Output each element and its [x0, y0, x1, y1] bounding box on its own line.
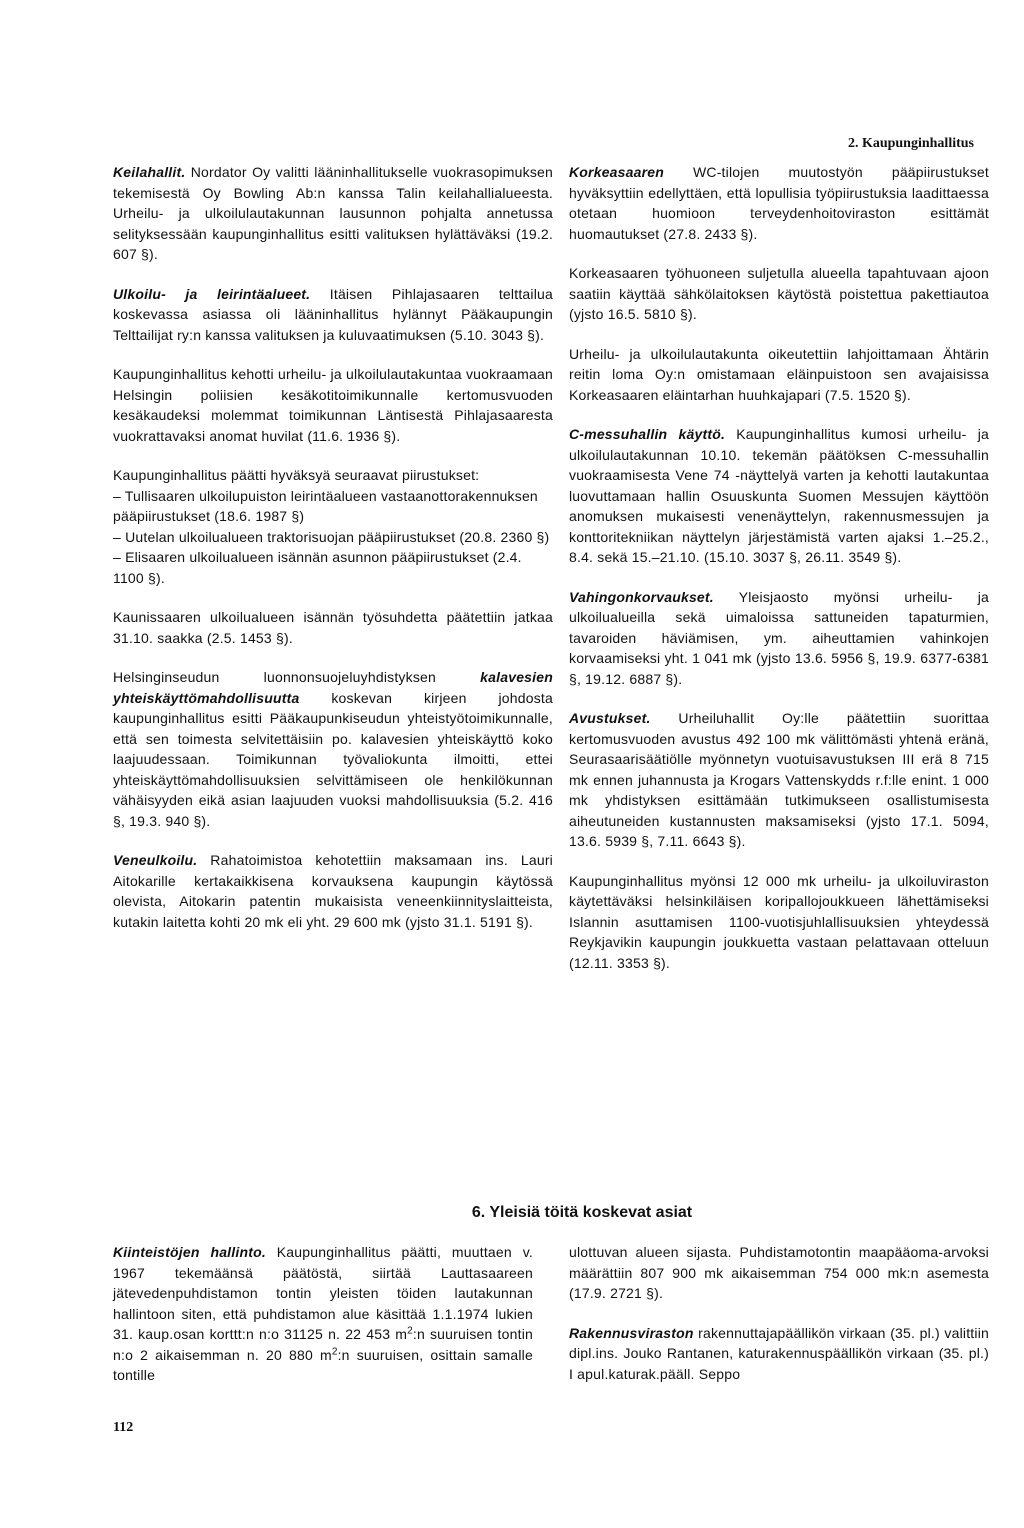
paragraph-kaunissaari: Kaunissaaren ulkoilualueen isännän työsuhdetta päätettiin jatkaa 31.10. saakka (2.5. 1453 §). — [113, 609, 553, 646]
paragraph-messuhalli — [569, 424, 989, 568]
right-column-top — [569, 162, 989, 992]
paragraph-ahtari: Urheilu- ja ulkoilulautakunta oikeutettiin lahjoittamaan Ähtärin reitin loma Oy:n omistamaan eläinpuistoon sen avajaisissa Korkeasaaren eläintarhan huuhkajapari (7.5. 1520 §). — [569, 345, 989, 403]
paragraph-vahingonkorvaukset — [569, 587, 989, 690]
paragraph-kehotti: Kaupunginhallitus kehotti urheilu- ja ulkoilulautakuntaa vuokraamaan Helsingin poliisien kesäkotitoimikunnalle kertomusvuoden kesäkaudeksi molemmat toimikunnan Läntisestä Pihlajasaaresta vuokrattavaksi anomat huvilat (11.6. 1936 §). — [113, 366, 553, 444]
paragraph-lead: Ulkoilu- ja leirintäalueet. — [113, 285, 311, 302]
paragraph-avustukset — [569, 708, 989, 852]
paragraph-text: Itäisen Pihlajasaaren telttailua koskevassa asiassa oli lääninhallitus hylännyt Pääkaupungin Telttailijat ry:n kanssa valituksen ja kuluvaatimuksen (5.10. 3043 §). — [113, 285, 553, 343]
paragraph-lead: Korkeasaaren — [569, 164, 665, 180]
paragraph-text: Rahatoimistoa kehotettiin maksamaan ins. Lauri Aitokarille kertakaikkisena korvauksena kaupungin käytössä olevista, Aitokarin patentin mukaisista veneenkiinnityslaitteista, kutakin laitetta kohti 20 mk eli yht. 29 600 mk (yjsto 31.1. 5191 §). — [113, 852, 553, 930]
paragraph-piirustukset-intro: Kaupunginhallitus päätti hyväksyä seuraavat piirustukset: — [113, 467, 480, 483]
paragraph-lead: Vahingonkorvaukset. — [569, 588, 714, 605]
paragraph-emphasis: kalavesien yhteiskäyttömahdollisuutta — [113, 669, 553, 706]
paragraph-text: :n suuruisen tontin n:o 2 aikaisemman n. 20 880 m — [113, 1326, 533, 1363]
paragraph-text: Helsinginseudun luonnonsuojeluyhdistyksen — [113, 669, 481, 685]
paragraph-lead: Kiinteistöjen hallinto. — [113, 1244, 266, 1260]
superscript: 2 — [331, 1345, 338, 1357]
piirustukset-list — [113, 486, 553, 589]
paragraph-lead: Avustukset. — [569, 710, 651, 726]
paragraph-keilahallit — [113, 162, 553, 265]
paragraph-text: Yleisjaosto myönsi urheilu- ja ulkoilualueilla sekä uimaloissa sattuneiden tapaturmien, tavaroiden häviämisen, ym. aiheuttamien vahinkojen korvaamiseksi yht. 1 041 mk (yjsto 13.6. 5956 §, 19.9. 6377-6381 §, 19.12. 6887 §). — [569, 588, 989, 687]
paragraph-lead: Veneulkoilu. — [113, 852, 198, 868]
paragraph-lead: Rakennusviraston — [569, 1324, 694, 1341]
paragraph-text: Kaupunginhallitus kumosi urheilu- ja ulkoilulautakunnan 10.10. tekemän päätöksen C-messuhallin vuokraamisesta Vene 74 -näyttelyä varten ja kehotti lautakuntaa luovuttamaan hallin Osuuskunta Suomen Messujen käyttöön anomuksen mukaisesti venenäyttelyn, rakennusmessujen ja konttoritekniikan näyttelyn järjestämistä varten ajaksi 1.–25.2., 8.4. sekä 15.–21.10. (15.10. 3037 §, 26.11. 3549 §). — [569, 426, 990, 565]
superscript: 2 — [407, 1325, 413, 1337]
paragraph-kalavesi — [113, 667, 553, 831]
paragraph-lead: C-messuhallin käyttö. — [569, 426, 726, 442]
list-item: – Elisaaren ulkoilualueen isännän asunnon pääpiirustukset (2.4. 1100 §). — [113, 549, 522, 586]
list-item: – Uutelan ulkoilualueen traktorisuojan pääpiirustukset (20.8. 2360 §) — [113, 528, 550, 545]
paragraph-korkeasaari-wc — [569, 162, 989, 244]
left-column-bottom — [113, 1242, 533, 1405]
paragraph-rakennusvirasto — [569, 1323, 989, 1385]
paragraph-text: koskevan kirjeen johdosta kaupunginhallitus esitti Pääkaupunkiseudun yhteistyötoimikunnalle, että sen toimesta selvitettäisiin po. kalavesien yhteiskäyttö koko laajuudessaan. Toimikunnan työvaliokunta ilmoitti, ettei yhteiskäyttömahdollisuuksien selvittämiseen ole henkilökunnan vähäisyyden eikä asian laajuuden vuoksi mahdollisuuksia (5.2. 416 §, 19.3. 940 §). — [113, 689, 553, 829]
list-item: – Tullisaaren ulkoilupuiston leirintäalueen vastaanottorakennuksen pääpiirustukset (18.6. 1987 §) — [113, 487, 538, 524]
running-header: 2. Kaupunginhallitus — [847, 136, 974, 151]
paragraph-text: Urheiluhallit Oy:lle päätettiin suorittaa kertomusvuoden avustus 492 100 mk välittömästi yhtenä eränä, Seurasaarisäätiölle myönnetyn vuotuisavustuksen III erä 8 715 mk ennen juhannusta ja Krogars Vattenskydds r.f:lle enint. 1 000 mk yhdistyksen esittämään tutkimukseen osallistumisesta aiheutuneiden kustannusten maksamiseksi (yjsto 17.1. 5094, 13.6. 5939 §, 7.11. 6643 §). — [569, 710, 989, 849]
page-number: 112 — [113, 1420, 134, 1435]
paragraph-kiinteistot — [113, 1242, 533, 1386]
paragraph-veneulkoilu — [113, 850, 553, 932]
paragraph-lead: Keilahallit. — [113, 164, 186, 180]
paragraph-text: Kaupunginhallitus päätti, muuttaen v. 1967 tekemäänsä päätöstä, siirtää Lauttasaareen jätevedenpuhdistamon tontin yleisten töiden lautakunnan hallintoon siten, että puhdistamon alue käsittää 1.1.1974 lukien 31. kaup.osan korttt:n n:o 31125 n. 22 453 m — [113, 1244, 533, 1342]
paragraph-text: WC-tilojen muutostyön pääpiirustukset hyväksyttiin edellyttäen, että lopullisia työpiirustuksia laadittaessa otetaan huomioon terveydenhoitoviraston esittämät huomautukset (27.8. 2433 §). — [569, 164, 989, 242]
paragraph-ulkoilu — [113, 284, 553, 346]
section-heading: 6. Yleisiä töitä koskevat asiat — [471, 1204, 693, 1221]
paragraph-text: Nordator Oy valitti lääninhallitukselle vuokrasopimuksen tekemisestä Oy Bowling Ab:n kanssa Talin keilahallialueesta. Urheilu- ja ulkoilulautakunnan lausunnon pohjalta annetussa selityksessään kaupunginhallitus esitti valituksen hylättäväksi (19.2. 607 §). — [113, 164, 553, 262]
paragraph-korkeasaari-ajo: Korkeasaaren työhuoneen suljetulla alueella tapahtuvaan ajoon saatiin käyttää sähkölaitoksen käytöstä poistettua pakettiautoa (yjsto 16.5. 5810 §). — [569, 265, 989, 322]
paragraph-text: :n suuruisen, osittain samalle tontille — [113, 1346, 533, 1383]
paragraph-puhdistamo: ulottuvan alueen sijasta. Puhdistamotontin maapääoma-arvoksi määrättiin 807 900 mk aikaisemman 754 000 mk:n asemesta (17.9. 2721 §). — [569, 1244, 989, 1301]
left-column-top — [113, 162, 553, 951]
paragraph-koripallo: Kaupunginhallitus myönsi 12 000 mk urheilu- ja ulkoiluviraston käytettäväksi helsinkiläisen koripallojoukkueen lähettämiseksi Islannin asuttamisen 1100-vuotisjuhlallisuuksien yhteydessä Reykjavikin kaupungin joukkuetta vastaan pelattavaan otteluun (12.11. 3353 §). — [569, 872, 989, 971]
right-column-bottom — [569, 1242, 989, 1403]
paragraph-text: rakennuttajapäällikön virkaan (35. pl.) valittiin dipl.ins. Jouko Rantanen, katurakennuspäällikön virkaan (35. pl.) I apul.katurak.pääll. Seppo — [569, 1324, 989, 1382]
